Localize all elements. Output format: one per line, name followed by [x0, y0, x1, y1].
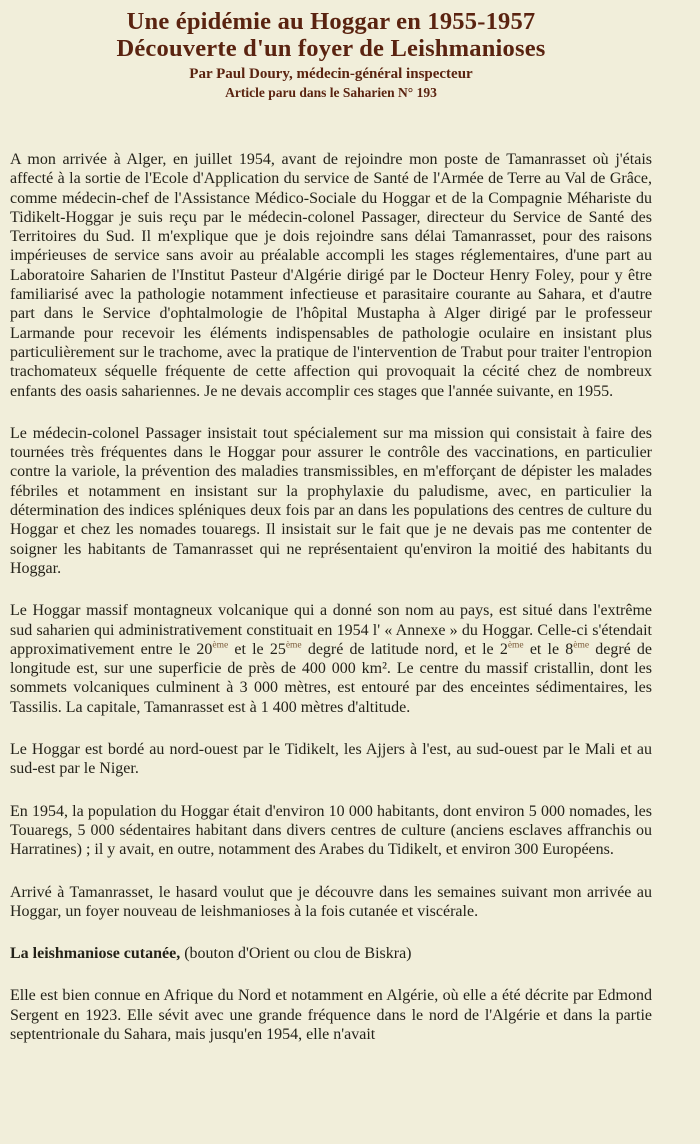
paragraph — [10, 424, 652, 578]
paragraph — [10, 944, 652, 963]
text-segment: ème — [285, 640, 302, 651]
text-segment: En 1954, la population du Hoggar était d'environ 10 000 habitants, dont environ 5 000 nomades, les Touaregs, 5 000 sédentaires habitant dans divers centres de culture (anciens esclaves affranchis ou Harratines) ; il y avait, en outre, notamment des Arabes du Tidikelt, et environ 300 Européens. — [10, 802, 652, 859]
article-title-line2: Découverte d'un foyer de Leishmanioses — [116, 35, 546, 62]
text-segment: A mon arrivée à Alger, en juillet 1954, avant de rejoindre mon poste de Tamanrasset où j'étais affecté à la sortie de l'Ecole d'Application du service de Santé de l'Armée de Terre au Val de Grâce, comme médecin-chef de l'Assistance Médico-Sociale du Hoggar et de la Compagnie Méhariste du Tidikelt-Hoggar je suis reçu par le médecin-colonel Passager, directeur du Service de Santé des Territoires du Sud. Il m'explique que je dois rejoindre sans délai Tamanrasset, pour des raisons impérieuses de service sans avoir au préalable accompli les stages réglementaires, d'une part au Laboratoire Saharien de l'Institut Pasteur d'Algérie dirigé par le Docteur Henry Foley, pour y être familiarisé avec la pathologie notamment infectieuse et parasitaire courante au Sahara, et d'autre part dans le Service d'ophtalmologie de l'hôpital Mustapha à Alger dirigé par le professeur Larmande pour recevoir les éléments indispensables de pathologie oculaire en insistant plus particulièrement sur le trachome, avec la pratique de l'intervention de Trabut pour traiter l'entropion trachomateux séquelle fréquente de cette affection qui provoquait la cécité chez de nombreux enfants des oasis sahariennes. Je ne devais accomplir ces stages que l'année suivante, en 1955. — [10, 151, 652, 400]
article-body — [10, 150, 652, 1044]
article-paragraphs — [10, 150, 652, 1044]
text-segment: ème — [573, 640, 590, 651]
text-segment: Le Hoggar est bordé au nord-ouest par le Tidikelt, les Ajjers à l'est, au sud-ouest par le Mali et au sud-est par le Niger. — [10, 741, 652, 778]
article-header — [10, 8, 652, 101]
paragraph — [10, 740, 652, 779]
text-segment: Le médecin-colonel Passager insistait tout spécialement sur ma mission qui consistait à faire des tournées très fréquentes dans le Hoggar pour assurer le contrôle des vaccinations, en particulier contre la variole, la prévention des maladies transmissibles, en m'efforçant de dépister les malades fébriles et notamment en insistant sur la prophylaxie du paludisme, avec, en particulier la détermination des indices spléniques deux fois par an dans les populations des centres de culture du Hoggar et chez les nomades touaregs. Il insistait sur le fait que je ne devais pas me contenter de soigner les habitants de Tamanrasset qui ne représentaient qu'environ la moitié des habitants du Hoggar. — [10, 424, 652, 577]
article-source: Article paru dans le Saharien N° 193 — [225, 85, 437, 100]
bold-text-segment: La leishmaniose cutanée, — [10, 945, 181, 963]
paragraph — [10, 802, 652, 860]
text-segment: Elle est bien connue en Afrique du Nord et notamment en Algérie, où elle a été décrite par Edmond Sergent en 1923. Elle sévit avec une grande fréquence dans le nord de l'Algérie et dans la partie septentrionale du Sahara, mais jusqu'en 1954, elle n'avait — [10, 987, 652, 1043]
paragraph — [10, 150, 652, 401]
text-segment: et le 25 — [228, 640, 286, 658]
text-segment: ème — [212, 640, 229, 651]
text-segment: ème — [507, 640, 524, 651]
text-segment: et le 8 — [523, 640, 574, 658]
text-segment: degré de longitude est, sur une superficie de près de 400 000 km². Le centre du massif cristallin, dont les sommets volcaniques culminent à 3 000 mètres, est entouré par des enceintes sédimentaires, les Tassilis. La capitale, Tamanrasset est à 1 400 mètres d'altitude. — [10, 640, 653, 716]
article-byline: Par Paul Doury, médecin-général inspecteur — [189, 66, 473, 82]
paragraph — [10, 601, 652, 717]
text-segment: degré de latitude nord, et le 2 — [301, 640, 508, 658]
text-segment: Arrivé à Tamanrasset, le hasard voulut que je découvre dans les semaines suivant mon arrivée au Hoggar, un foyer nouveau de leishmanioses à la fois cutanée et viscérale. — [10, 883, 652, 920]
article-title-line1: Une épidémie au Hoggar en 1955-1957 — [126, 8, 536, 35]
paragraph — [10, 883, 652, 922]
text-segment: Le Hoggar massif montagneux volcanique qui a donné son nom au pays, est situé dans l'extrême sud saharien qui administrativement constituait en 1954 l' « Annexe » du Hoggar. Celle-ci s'étendait approximativement entre le 20 — [10, 602, 652, 658]
text-segment: (bouton d'Orient ou clou de Biskra) — [180, 945, 412, 963]
paragraph — [10, 986, 652, 1044]
